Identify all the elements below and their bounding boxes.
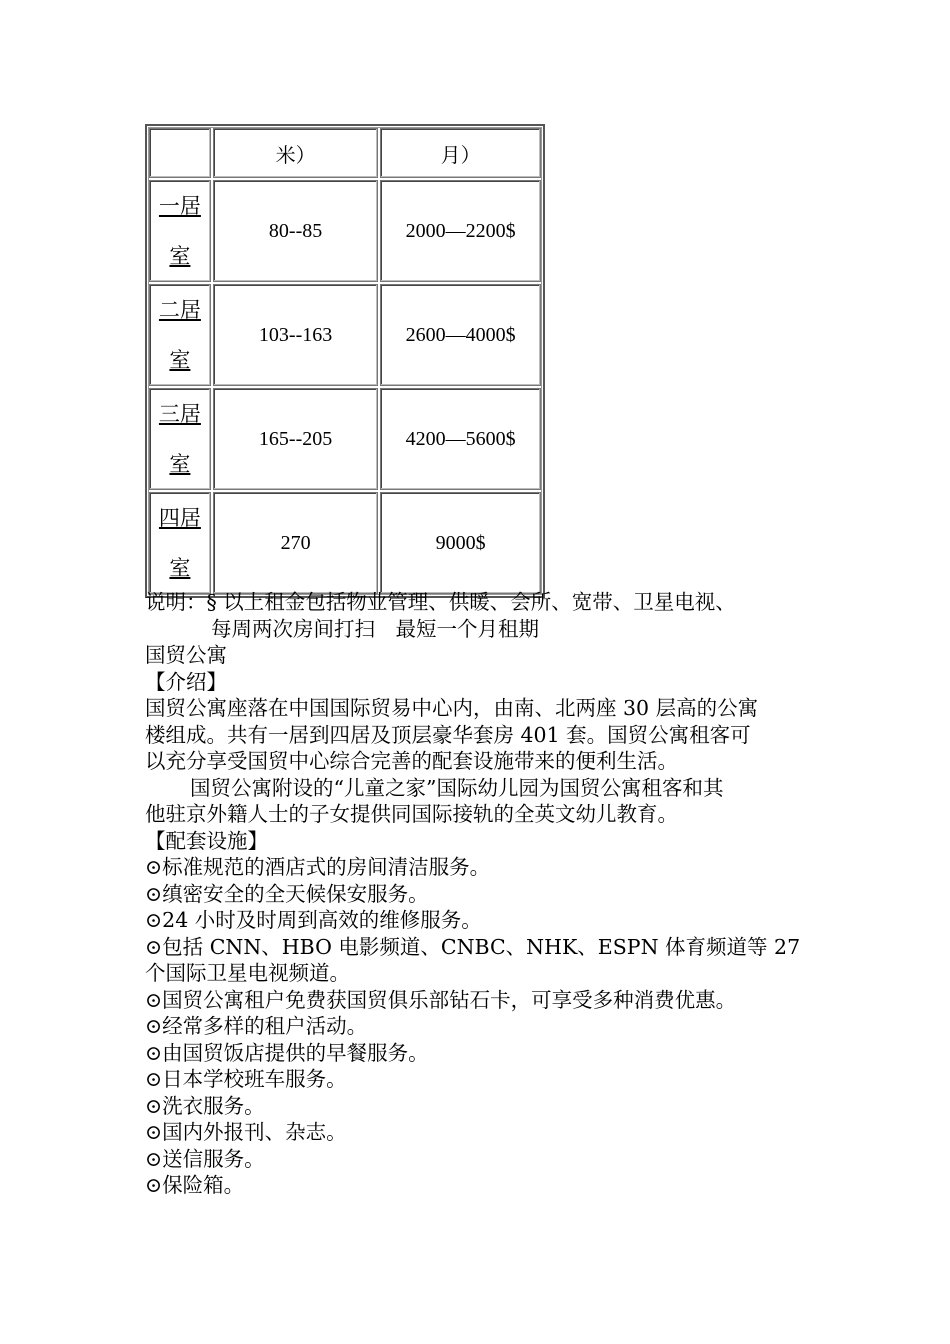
area-cell: 103--163	[213, 284, 378, 386]
room-type-cell	[149, 388, 211, 490]
list-item: ⊙包括 CNN、HBO 电影频道、CNBC、NHK、ESPN 体育频道等 27	[145, 934, 801, 959]
rent-cell: 2000—2200$	[380, 180, 541, 282]
facilities-heading: 【配套设施】	[145, 828, 268, 853]
table-row	[149, 284, 541, 386]
list-item: ⊙日本学校班车服务。	[145, 1067, 347, 1091]
table-header-row	[149, 128, 541, 178]
area-cell: 80--85	[213, 180, 378, 282]
list-item: ⊙标准规范的酒店式的房间清洁服务。	[145, 855, 491, 879]
header-cell-type	[149, 128, 211, 178]
list-item: ⊙送信服务。	[145, 1146, 265, 1171]
paragraph-line: 国贸公寓座落在中国国际贸易中心内，由南、北两座 30 层高的公寓	[145, 696, 759, 720]
paragraph-line: 他驻京外籍人士的子女提供同国际接轨的全英文幼儿教育。	[145, 802, 678, 826]
header-cell-area: 米）	[213, 128, 378, 178]
list-item: ⊙经常多样的租户活动。	[145, 1014, 368, 1038]
area-cell: 270	[213, 492, 378, 594]
list-item: ⊙国贸公寓租户免费获国贸俱乐部钻石卡，可享受多种消费优惠。	[145, 987, 737, 1012]
paragraph-line: 以充分享受国贸中心综合完善的配套设施带来的便利生活。	[145, 749, 678, 773]
intro-heading: 【介绍】	[145, 669, 227, 694]
note-line: 说明：§ 以上租金包括物业管理、供暖、会所、宽带、卫星电视、	[145, 590, 736, 614]
note-block	[145, 589, 810, 1199]
rent-table	[145, 124, 545, 598]
note-line: 每周两次房间打扫 最短一个月租期	[211, 616, 539, 641]
list-item: 个国际卫星电视频道。	[145, 961, 350, 985]
table-row	[149, 180, 541, 282]
area-cell: 165--205	[213, 388, 378, 490]
room-type-link[interactable]: 一居室	[158, 194, 201, 268]
list-item: ⊙国内外报刊、杂志。	[145, 1120, 347, 1144]
room-type-cell	[149, 284, 211, 386]
rent-cell: 9000$	[380, 492, 541, 594]
room-type-cell	[149, 492, 211, 594]
room-type-link[interactable]: 三居室	[158, 402, 201, 476]
table-row	[149, 388, 541, 490]
room-type-cell	[149, 180, 211, 282]
table-row	[149, 492, 541, 594]
list-item: ⊙洗衣服务。	[145, 1093, 265, 1118]
paragraph-line: 国贸公寓附设的“儿童之家”国际幼儿园为国贸公寓租客和其	[190, 775, 724, 800]
rent-cell: 4200—5600$	[380, 388, 541, 490]
list-item: ⊙24 小时及时周到高效的维修服务。	[145, 908, 482, 932]
room-type-link[interactable]: 二居室	[158, 298, 201, 372]
paragraph-line: 楼组成。共有一居到四居及顶层豪华套房 401 套。国贸公寓租客可	[145, 722, 751, 747]
section-title: 国贸公寓	[145, 643, 227, 667]
rent-cell: 2600—4000$	[380, 284, 541, 386]
list-item: ⊙保险箱。	[145, 1173, 245, 1197]
list-item: ⊙由国贸饭店提供的早餐服务。	[145, 1040, 429, 1065]
room-type-link[interactable]: 四居室	[158, 506, 201, 580]
list-item: ⊙缜密安全的全天候保安服务。	[145, 881, 429, 906]
header-cell-rent: 月）	[380, 128, 541, 178]
